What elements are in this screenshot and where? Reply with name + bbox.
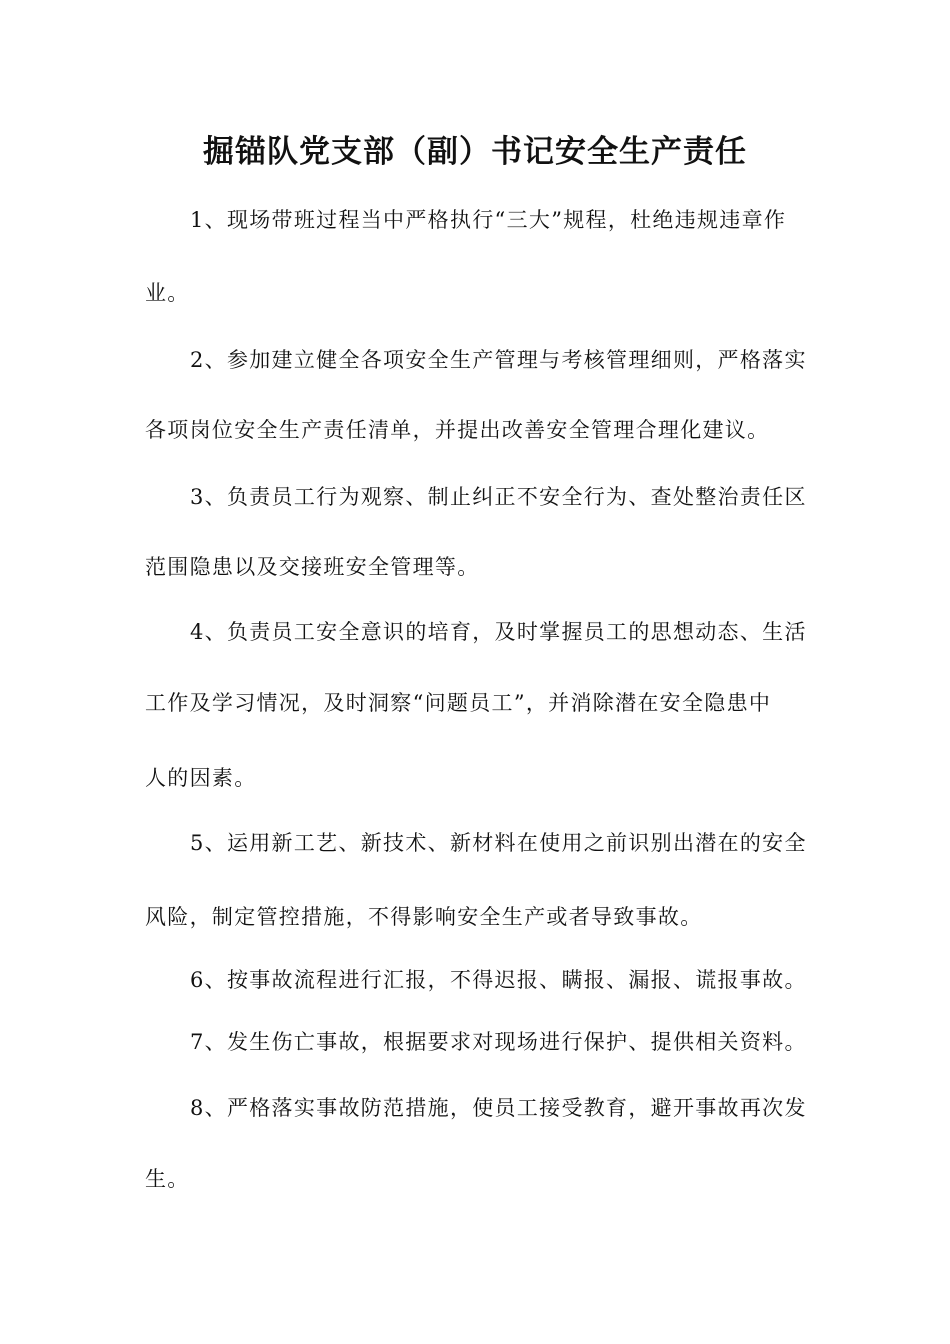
paragraph-5-line-2: 风险，制定管控措施，不得影响安全生产或者导致事故。 xyxy=(145,905,703,929)
paragraph-2-line-1: 2、参加建立健全各项安全生产管理与考核管理细则，严格落实 xyxy=(190,348,807,372)
paragraph-4-line-2: 工作及学习情况，及时洞察“问题员工”，并消除潜在安全隐患中 xyxy=(145,691,772,715)
paragraph-5-line-1: 5、运用新工艺、新技术、新材料在使用之前识别出潜在的安全 xyxy=(190,831,807,855)
paragraph-4-line-1: 4、负责员工安全意识的培育，及时掌握员工的思想动态、生活 xyxy=(190,620,807,644)
paragraph-8-line-1: 8、严格落实事故防范措施，使员工接受教育，避开事故再次发 xyxy=(190,1096,807,1120)
paragraph-8-line-2: 生。 xyxy=(145,1167,190,1191)
paragraph-3-line-1: 3、负责员工行为观察、制止纠正不安全行为、查处整治责任区 xyxy=(190,485,807,509)
document-title: 掘锚队党支部（副）书记安全生产责任 xyxy=(203,134,747,170)
paragraph-3-line-2: 范围隐患以及交接班安全管理等。 xyxy=(145,555,480,579)
paragraph-1-line-2: 业。 xyxy=(145,281,190,305)
paragraph-7-line-1: 7、发生伤亡事故，根据要求对现场进行保护、提供相关资料。 xyxy=(190,1030,807,1054)
paragraph-6-line-1: 6、按事故流程进行汇报，不得迟报、瞒报、漏报、谎报事故。 xyxy=(190,968,807,992)
paragraph-4-line-3: 人的因素。 xyxy=(145,766,257,790)
paragraph-2-line-2: 各项岗位安全生产责任清单，并提出改善安全管理合理化建议。 xyxy=(145,418,770,442)
paragraph-1-line-1: 1、现场带班过程当中严格执行“三大”规程，杜绝违规违章作 xyxy=(190,208,787,232)
